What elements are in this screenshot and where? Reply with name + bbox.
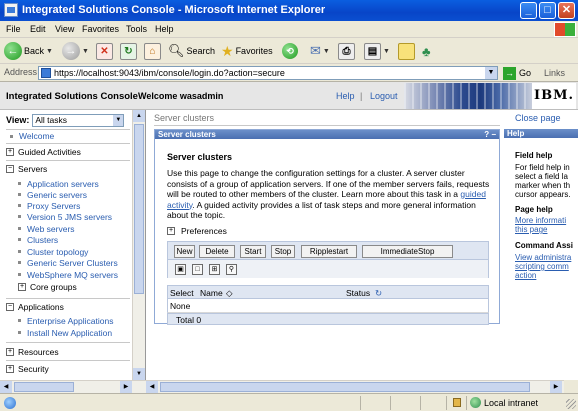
breadcrumb-divider	[154, 125, 500, 126]
empty-table-text: None	[170, 301, 191, 311]
history-button[interactable]	[282, 41, 298, 61]
bullet-icon	[18, 250, 21, 253]
security-zone: Local intranet	[484, 398, 539, 408]
deselect-all-icon[interactable]: □	[192, 264, 203, 275]
logout-link[interactable]: Logout	[370, 91, 398, 101]
nav-item-generic-server-clusters[interactable]	[18, 257, 118, 268]
messenger-button[interactable]	[422, 41, 431, 61]
command-assistance-link[interactable]: action	[515, 271, 537, 280]
expand-icon: +	[7, 364, 13, 372]
filter-icon[interactable]: ⚲	[226, 264, 237, 275]
browser-toolbar	[0, 38, 578, 64]
go-label: Go	[519, 68, 532, 78]
search-label: Search	[186, 46, 216, 56]
menu-bar	[0, 21, 578, 38]
search-icon: 🔍︎	[168, 43, 185, 58]
refresh-button[interactable]	[120, 41, 137, 61]
nav-section-label: Security	[18, 363, 49, 374]
bullet-icon	[10, 135, 13, 138]
header-separator: |	[360, 91, 363, 101]
forward-button[interactable]	[62, 41, 89, 61]
table-total: Total 0	[176, 315, 202, 325]
nav-item-label: WebSphere MQ servers	[27, 269, 119, 280]
select-all-icon[interactable]: ▣	[175, 264, 186, 275]
address-bar	[0, 64, 578, 82]
page-title: Server clusters	[167, 152, 233, 162]
nav-horizontal-scrollbar[interactable]	[0, 380, 146, 393]
nav-divider	[6, 129, 130, 130]
address-label: Address	[4, 67, 38, 77]
dropdown-arrow-icon: ▼	[82, 47, 89, 55]
view-select[interactable]	[32, 114, 124, 127]
lock-icon[interactable]	[453, 398, 461, 407]
nav-item-label: Proxy Servers	[27, 200, 81, 211]
nav-item-label: Clusters	[27, 234, 59, 245]
col-name[interactable]: Name	[200, 288, 223, 298]
nav-section-servers[interactable]	[6, 162, 130, 175]
nav-item-version5-jms-servers[interactable]	[18, 211, 112, 222]
expand-icon: +	[168, 227, 174, 234]
command-assistance-link[interactable]: scripting comm	[515, 262, 569, 271]
main-horizontal-scrollbar[interactable]	[146, 380, 564, 393]
nav-item-install-new-application[interactable]	[18, 327, 112, 338]
address-url: https://localhost:9043/ibm/console/login.do?action=secure	[54, 68, 285, 78]
collapse-icon: −	[7, 164, 13, 172]
navigation-tree	[0, 110, 146, 380]
bullet-icon	[18, 204, 21, 207]
go-button[interactable]	[503, 66, 531, 80]
table-icon-bar	[167, 260, 489, 278]
nav-section-label: Guided Activities	[18, 146, 81, 157]
guided-activity-link[interactable]: guided activity	[167, 189, 486, 210]
search-button[interactable]	[168, 41, 215, 61]
messenger-icon: ♣	[422, 43, 431, 59]
back-button[interactable]	[4, 41, 53, 61]
edit-icon: ▤	[364, 43, 381, 60]
refresh-icon: ↻	[120, 43, 137, 60]
nav-section-label: Servers	[18, 163, 48, 174]
nav-item-websphere-mq-servers[interactable]	[18, 269, 118, 280]
windows-logo-icon	[554, 22, 576, 37]
panel-controls[interactable]: ? −	[484, 130, 496, 139]
scroll-thumb[interactable]	[134, 124, 144, 294]
nav-item-label: Application servers	[27, 178, 99, 189]
expand-icon: +	[7, 147, 13, 155]
intranet-zone-icon	[470, 397, 481, 408]
nav-item-label: Cluster topology	[27, 246, 89, 257]
nav-item-core-groups[interactable]	[18, 281, 77, 292]
favorites-button[interactable]	[221, 41, 273, 61]
bullet-icon	[18, 193, 21, 196]
panel-header-title: Server clusters	[158, 130, 216, 139]
view-label: View:	[6, 115, 30, 125]
bullet-icon	[18, 273, 21, 276]
server-clusters-panel	[154, 129, 500, 324]
nav-item-label: Install New Application	[27, 327, 113, 338]
nav-divider	[6, 360, 130, 361]
nav-section-applications[interactable]	[6, 300, 130, 313]
status-divider	[466, 396, 467, 410]
nav-section-label: Applications	[18, 301, 64, 312]
links-button[interactable]: Links	[544, 68, 566, 78]
console-header	[0, 82, 578, 110]
print-button[interactable]	[338, 41, 355, 61]
chevron-down-icon: ▼	[113, 115, 123, 126]
delete-button[interactable]: Delete	[199, 245, 235, 258]
table-total-row	[167, 313, 489, 325]
home-icon: ⌂	[144, 43, 161, 60]
ripplestart-button[interactable]: Ripplestart	[301, 245, 357, 258]
nav-item-label: Generic Server Clusters	[27, 257, 118, 268]
status-divider	[390, 396, 391, 410]
page-help-title: Page help	[515, 205, 553, 214]
field-help-text: cursor appears.	[515, 190, 571, 199]
maximize-button[interactable]: □	[539, 2, 556, 19]
page-description	[167, 168, 493, 221]
description-text: . A guided activity provides a list of task steps and more general information about the topic.	[167, 199, 476, 220]
description-text: Use this page to change the configuration settings for a cluster. A server cluster consists of a group of application servers. If one of the member servers fails, requests will be routed to other members of the cluster. Learn more about this task in a	[167, 168, 490, 199]
preferences-toggle[interactable]	[167, 226, 227, 236]
nav-divider	[6, 160, 130, 161]
preferences-label: Preferences	[181, 226, 227, 236]
ie-window-icon	[4, 3, 18, 17]
page-help-link[interactable]: this page	[515, 225, 548, 234]
bullet-icon	[18, 261, 21, 264]
scroll-right-icon[interactable]: ▶	[550, 381, 562, 393]
status-divider	[420, 396, 421, 410]
view-filter	[6, 113, 124, 127]
window-title-bar	[0, 0, 578, 21]
status-divider	[446, 396, 447, 410]
page-help-link[interactable]: More informati	[515, 216, 567, 225]
mail-button[interactable]	[310, 41, 330, 61]
stop-button[interactable]: Stop	[271, 245, 295, 258]
star-icon: ★	[221, 42, 234, 59]
home-button[interactable]	[144, 41, 161, 61]
field-help-text: For field help in	[515, 163, 570, 172]
bullet-icon	[18, 238, 21, 241]
nav-item-proxy-servers[interactable]	[18, 200, 80, 211]
edit-button[interactable]	[364, 41, 390, 61]
nav-vertical-scrollbar[interactable]	[132, 110, 145, 380]
nav-divider	[6, 298, 130, 299]
field-help-text: marker when th	[515, 181, 571, 190]
immediatestop-button[interactable]: ImmediateStop	[362, 245, 453, 258]
action-button-bar	[167, 241, 489, 260]
main-content	[146, 110, 578, 380]
dropdown-arrow-icon: ▼	[383, 47, 390, 55]
welcome-user: Welcome wasadmin	[138, 91, 224, 101]
stop-icon: ✕	[96, 43, 113, 60]
scroll-left-icon[interactable]: ◀	[146, 381, 158, 393]
field-help-text: select a field la	[515, 172, 568, 181]
bullet-icon	[18, 215, 21, 218]
menu-tools[interactable]: Tools	[126, 24, 148, 34]
nav-item-cluster-topology[interactable]	[18, 246, 88, 257]
scroll-down-icon[interactable]: ▼	[133, 368, 145, 380]
close-button[interactable]: ✕	[558, 2, 575, 19]
scroll-thumb[interactable]	[14, 382, 74, 392]
page-icon	[41, 68, 51, 78]
history-icon: ⟲	[282, 43, 298, 59]
scroll-up-icon[interactable]: ▲	[133, 110, 145, 122]
window-title: Integrated Solutions Console - Microsoft Internet Explorer	[22, 4, 326, 16]
favorites-label: Favorites	[235, 46, 273, 56]
menu-help[interactable]: Help	[155, 24, 174, 34]
menu-edit[interactable]: Edit	[30, 24, 46, 34]
nav-item-enterprise-applications[interactable]	[18, 315, 113, 326]
mail-icon: ✉	[310, 43, 321, 58]
help-link[interactable]: Help	[336, 91, 355, 101]
view-select-value: All tasks	[35, 114, 67, 125]
bullet-icon	[18, 182, 21, 185]
nav-item-label: Core groups	[30, 281, 77, 292]
nav-divider	[6, 342, 130, 343]
col-status: Status	[346, 288, 371, 298]
breadcrumb: Server clusters	[154, 113, 215, 123]
refresh-status-icon[interactable]: ↻	[375, 288, 383, 298]
ibm-mosaic-banner	[404, 83, 532, 109]
nav-item-label: Version 5 JMS servers	[27, 211, 113, 222]
nav-item-clusters[interactable]	[18, 234, 58, 245]
close-page-link[interactable]: Close page	[515, 113, 561, 123]
note-icon	[398, 43, 415, 60]
col-select: Select	[170, 288, 194, 298]
nav-divider	[6, 143, 130, 144]
dropdown-arrow-icon: ▼	[46, 47, 53, 55]
dropdown-arrow-icon: ▼	[322, 47, 330, 55]
forward-arrow-icon: →	[62, 42, 80, 60]
menu-view[interactable]: View	[55, 24, 75, 34]
minimize-button[interactable]: _	[520, 2, 537, 19]
product-name: Integrated Solutions Console	[6, 91, 138, 102]
back-label: Back	[24, 46, 45, 56]
panel-header	[155, 130, 499, 139]
help-panel-header: Help	[504, 129, 578, 138]
nav-item-generic-servers[interactable]	[18, 189, 87, 200]
scroll-thumb[interactable]	[160, 382, 530, 392]
nav-item-label: Enterprise Applications	[27, 315, 114, 326]
ie-page-icon	[4, 397, 16, 409]
sort-icon[interactable]: ◇	[226, 288, 233, 298]
bullet-icon	[18, 319, 21, 322]
go-arrow-icon: →	[505, 67, 514, 78]
new-button[interactable]: New	[174, 245, 195, 258]
nav-welcome-label: Welcome	[19, 131, 55, 141]
menu-favorites[interactable]: Favorites	[82, 24, 120, 34]
bullet-icon	[18, 227, 21, 230]
status-bar	[0, 393, 578, 411]
scroll-right-icon[interactable]: ▶	[120, 381, 132, 393]
discuss-button[interactable]	[398, 41, 415, 61]
print-icon: ⎙	[338, 43, 355, 60]
nav-item-application-servers[interactable]	[18, 178, 99, 189]
address-input[interactable]	[38, 66, 498, 80]
expand-icon: +	[19, 282, 25, 290]
command-assistance-link[interactable]: View administra	[515, 253, 572, 262]
table-header	[167, 285, 489, 299]
nav-item-label: Web servers	[27, 223, 75, 234]
nav-welcome[interactable]	[10, 131, 54, 141]
nav-section-security[interactable]	[6, 362, 130, 375]
menu-file[interactable]: File	[6, 24, 21, 34]
back-arrow-icon: ←	[4, 42, 22, 60]
address-dropdown-icon[interactable]: ▼	[485, 67, 497, 79]
collapse-icon: −	[7, 302, 13, 310]
expand-icon: +	[7, 347, 13, 355]
scroll-left-icon[interactable]: ◀	[0, 381, 12, 393]
table-row	[167, 299, 489, 313]
nav-section-resources[interactable]	[6, 345, 130, 358]
field-help-title: Field help	[515, 151, 553, 160]
nav-item-web-servers[interactable]	[18, 223, 75, 234]
stop-button[interactable]	[96, 41, 113, 61]
nav-section-label: Resources	[18, 346, 59, 357]
start-button[interactable]: Start	[240, 245, 266, 258]
nav-section-guided-activities[interactable]	[6, 145, 130, 158]
nav-item-label: Generic servers	[27, 189, 87, 200]
resize-grip-icon[interactable]	[566, 399, 576, 409]
bullet-icon	[18, 331, 21, 334]
ibm-logo: IBM.	[532, 83, 576, 109]
show-filter-icon[interactable]: ⊞	[209, 264, 220, 275]
help-panel	[504, 129, 578, 324]
status-divider	[360, 396, 361, 410]
command-assistance-title: Command Assi	[515, 241, 573, 250]
